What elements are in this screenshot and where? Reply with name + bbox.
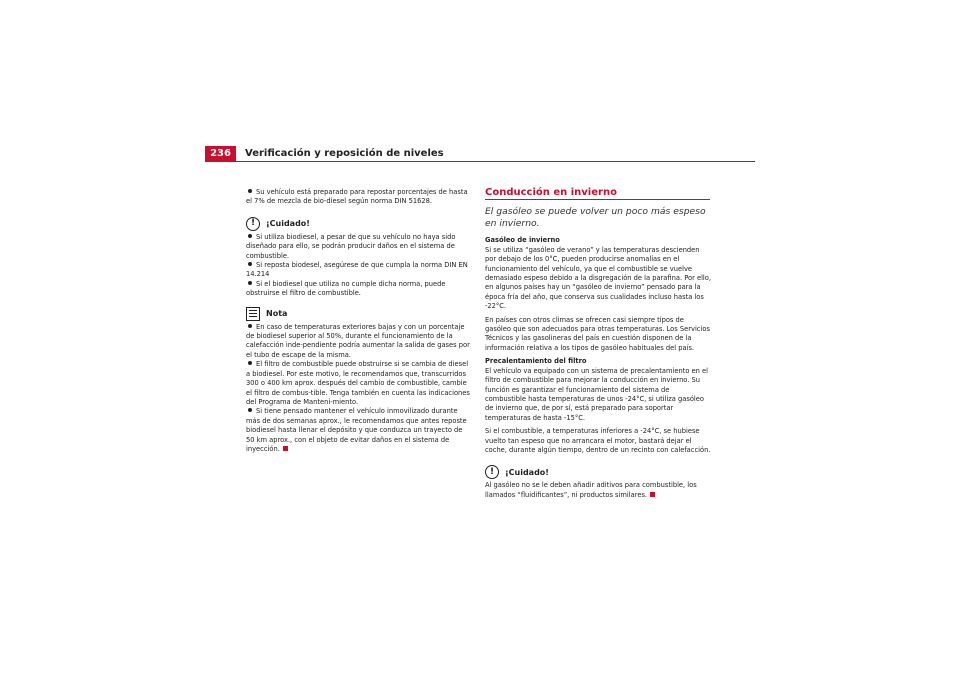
page-number: 236	[205, 146, 236, 162]
end-of-section-mark	[650, 492, 655, 497]
warning-heading	[246, 217, 472, 231]
bullet-dot	[248, 189, 252, 193]
note-item	[246, 323, 472, 361]
note-heading	[246, 307, 472, 321]
warning-item-text: Si el biodiesel que utiliza no cumple dicha norma, puede obstruirse el filtro de combustible.	[246, 279, 446, 298]
right-column	[485, 188, 711, 500]
note-item-text: El filtro de combustible puede obstruirse si se cambia de diesel a biodiesel. Por este motivo, le recomendamos que, transcurridos 300 o 400 km aprox. después del cambio de combustible, cambie el filtro de combus-tible. Tenga también en cuenta las indicaciones del Programa de Manteni-miento.	[246, 360, 470, 406]
bullet-dot	[248, 361, 252, 365]
paragraph: En países con otros climas se ofrecen casi siempre tipos de gasóleo que son adecuados para otras temperaturas. Los Servicios Técnicos y las gasolineras del país en cuestión disponen de la información relativa a los tipos de gasóleo habituales del país.	[485, 315, 710, 352]
section-rule	[485, 199, 710, 200]
paragraph: Si el combustible, a temperaturas inferiores a -24°C, se hubiese vuelto tan espeso que no arrancara el motor, bastará dejar el coche, durante algún tiempo, dentro de un recinto con calefacción.	[485, 427, 711, 454]
warning-text	[485, 481, 711, 500]
note-icon	[246, 307, 260, 321]
page-header	[205, 146, 755, 162]
warning-icon: !	[485, 465, 499, 479]
intro-bullet-text: Su vehículo está preparado para repostar porcentajes de hasta el 7% de mezcla de bio-diesel según norma DIN 51628.	[246, 188, 468, 206]
warning-item-text: Si utiliza biodiesel, a pesar de que su vehículo no haya sido diseñado para ello, se podrán producir daños en el sistema de combustible.	[246, 232, 456, 260]
section-subtitle: El gasóleo se puede volver un poco más espeso en invierno.	[485, 206, 706, 230]
warning-heading	[485, 465, 711, 479]
end-of-section-mark	[283, 446, 288, 451]
chapter-title: Verificación y reposición de niveles	[245, 148, 444, 159]
header-rule	[205, 161, 755, 162]
intro-bullet	[246, 188, 472, 207]
section-title: Conducción en invierno	[485, 187, 617, 198]
bullet-dot	[248, 234, 252, 238]
left-column	[246, 188, 472, 454]
note-item	[246, 407, 472, 454]
warning-title: ¡Cuidado!	[505, 467, 549, 477]
bullet-dot	[248, 262, 252, 266]
warning-title: ¡Cuidado!	[266, 219, 310, 229]
note-item-text: Si tiene pensado mantener el vehículo inmovilizado durante más de dos semanas aprox., le recomendamos que antes reposte biodiesel hasta llenar el depósito y que conduzca un trayecto de 50 km aprox., con el objeto de evitar daños en el sistema de inyección.	[246, 407, 467, 453]
warning-item	[246, 261, 472, 280]
warning-item-text: Si reposta biodesel, asegúrese de que cumpla la norma DIN EN 14.214	[246, 261, 468, 279]
note-item-text: En caso de temperaturas exteriores bajas y con un porcentaje de biodiesel superior al 50%, durante el funcionamiento de la calefacción inde-pendiente podría aumentar la salida de gases por el tubo de escape de la misma.	[246, 322, 470, 359]
paragraph: El vehículo va equipado con un sistema de precalentamiento en el filtro de combustible para mejorar la conducción en invierno. Su función es garantizar el funcionamiento del sistema de combustible hasta temperaturas de unos -24°C, si utiliza gasóleo de invierno que, de por sí, está preparado para soportar temperaturas de hasta -15°C.	[485, 366, 709, 422]
bullet-dot	[248, 281, 252, 285]
note-item	[246, 360, 472, 407]
subheading-filtro: Precalentamiento del filtro	[485, 357, 587, 366]
bullet-dot	[248, 324, 252, 328]
bullet-dot	[248, 408, 252, 412]
warning-item	[246, 280, 472, 299]
paragraph: Si se utiliza “gasóleo de verano” y las temperaturas descienden por debajo de los 0°C, pueden producirse anomalías en el funcionamiento del vehículo, ya que el combustible se vuelve demasiado espeso debido a la disgregación de la parafina. Por ello, en algunos países hay un “gasóleo de invierno” pensado para la época fría del año, que conserva sus cualidades incluso hasta los -22°C.	[485, 245, 712, 311]
subheading-gasoleo: Gasóleo de invierno	[485, 236, 560, 245]
warning-text-body: Al gasóleo no se le deben añadir aditivos para combustible, los llamados “fluidificantes”, ni productos similares.	[485, 481, 697, 499]
warning-icon: !	[246, 217, 260, 231]
note-title: Nota	[266, 308, 288, 318]
warning-item	[246, 233, 472, 261]
